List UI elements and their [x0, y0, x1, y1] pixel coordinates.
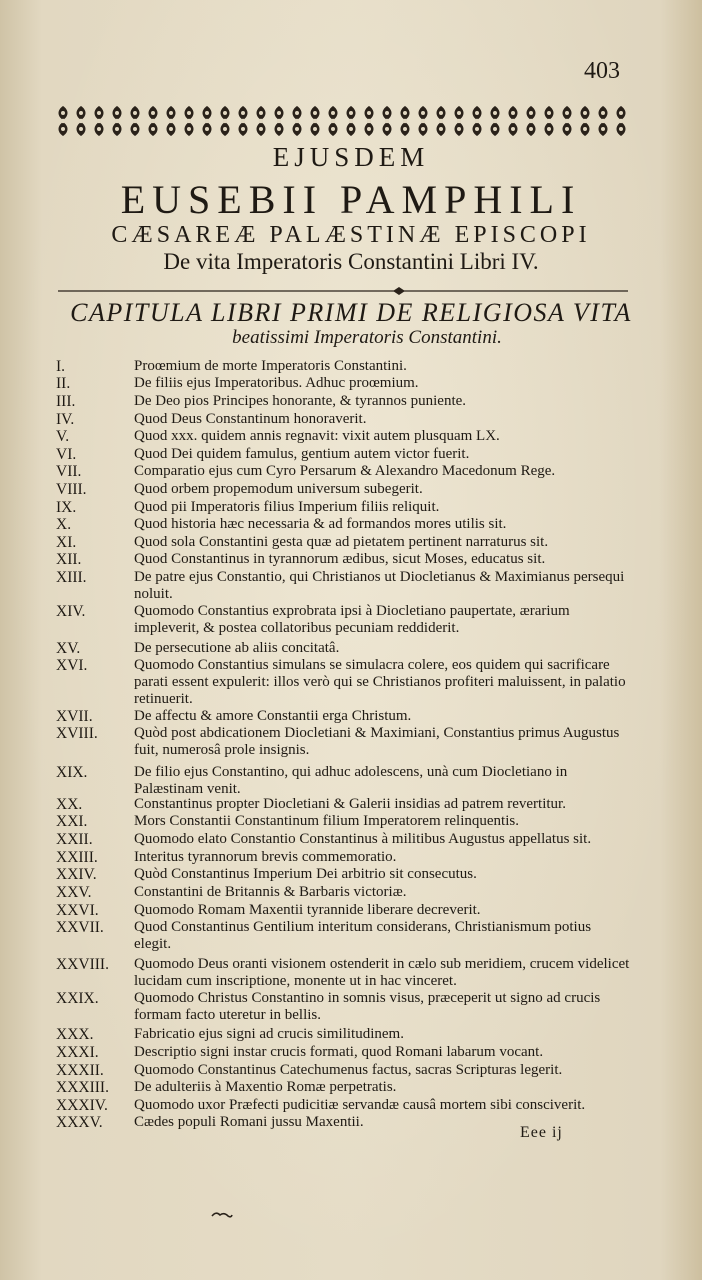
chapter-numeral: XIII. — [56, 569, 87, 586]
page-number: 403 — [584, 58, 620, 84]
chapter-title: Descriptio signi instar crucis formati, quod Romani labarum vocant. — [134, 1044, 544, 1060]
chapter-title: Quomodo Constantius simulans se simulacra colere, eos quidem qui sacrificare parati essent expulerit: illos verò qui se Christianos profiteri maluissent, in palatio retinuerit. — [134, 657, 626, 707]
chapter-numeral: XIV. — [56, 603, 86, 620]
chapter-numeral: XXIII. — [56, 849, 98, 866]
catchword: Eee ij — [520, 1124, 563, 1141]
chapter-title: Fabricatio ejus signi ad crucis similitudinem. — [134, 1026, 404, 1042]
chapter-numeral: XI. — [56, 534, 77, 551]
chapter-numeral: III. — [56, 393, 76, 410]
chapter-title: Interitus tyrannorum brevis commemoratio. — [134, 849, 397, 865]
chapter-title: De affectu & amore Constantii erga Christum. — [134, 708, 412, 724]
chapter-numeral: XIX. — [56, 764, 88, 781]
chapter-numeral: XXVI. — [56, 902, 99, 919]
chapter-title: Quod xxx. quidem annis regnavit: vixit autem plusquam LX. — [134, 428, 500, 444]
chapter-numeral: XXIV. — [56, 866, 97, 883]
chapter-title: Comparatio ejus cum Cyro Persarum & Alexandro Macedonum Rege. — [134, 463, 556, 479]
chapter-title: Quomodo Christus Constantino in somnis visus, præceperit ut signo ad crucis formam facto uteretur in bellis. — [134, 990, 601, 1023]
chapter-title: Quod sola Constantini gesta quæ ad pietatem pertinent narraturus sit. — [134, 534, 549, 550]
chapter-numeral: XXXII. — [56, 1062, 104, 1079]
chapter-numeral: XXVII. — [56, 919, 104, 936]
chapter-numeral: XVI. — [56, 657, 88, 674]
chapter-numeral: VI. — [56, 446, 77, 463]
chapter-title: Quomodo Deus oranti visionem ostenderit in cælo sub meridiem, crucem videlicet lucidam cum inscriptione, monente ut in hac vinceret. — [134, 956, 630, 989]
chapter-numeral: V. — [56, 428, 70, 445]
chapter-title: Quòd post abdicationem Diocletiani & Maximiani, Constantius primus Augustus fuit, numerosâ prole insignis. — [134, 725, 620, 758]
chapter-heading: CAPITULA LIBRI PRIMI DE RELIGIOSA VITA — [70, 298, 632, 327]
chapter-title: Quomodo Constantinus Catechumenus factus, sacras Scripturas legerit. — [134, 1062, 563, 1078]
chapter-numeral: XXXV. — [56, 1114, 103, 1131]
chapter-title: Constantinus propter Diocletiani & Galerii insidias ad patrem revertitur. — [134, 796, 566, 812]
chapter-numeral: VII. — [56, 463, 82, 480]
chapter-numeral: XXXIII. — [56, 1079, 109, 1096]
chapter-numeral: XXX. — [56, 1026, 94, 1043]
chapter-title: Proœmium de morte Imperatoris Constantini. — [134, 358, 407, 374]
chapter-title: De filiis ejus Imperatoribus. Adhuc proœmium. — [134, 375, 419, 391]
ink-blot-mark — [210, 1210, 234, 1220]
chapter-title: Cædes populi Romani jussu Maxentii. — [134, 1114, 364, 1130]
chapter-title: Mors Constantii Constantinum filium Imperatorem relinquentis. — [134, 813, 519, 829]
chapter-title: De adulteriis à Maxentio Romæ perpetratis. — [134, 1079, 397, 1095]
chapter-title: Quomodo Romam Maxentii tyrannide liberare decreverit. — [134, 902, 481, 918]
chapter-numeral: IV. — [56, 411, 75, 428]
chapter-title: Constantini de Britannis & Barbaris victoriæ. — [134, 884, 407, 900]
chapter-numeral: I. — [56, 358, 66, 375]
chapter-title: De persecutione ab aliis concitatâ. — [134, 640, 340, 656]
title-office: CÆSAREÆ PALÆSTINÆ EPISCOPI — [111, 222, 591, 248]
chapter-numeral: IX. — [56, 499, 77, 516]
chapter-numeral: II. — [56, 375, 71, 392]
chapter-title: Quod historia hæc necessaria & ad formandos mores utilis sit. — [134, 516, 507, 532]
chapter-numeral: XX. — [56, 796, 83, 813]
chapter-numeral: XXVIII. — [56, 956, 109, 973]
chapter-numeral: XXV. — [56, 884, 92, 901]
title-author: EUSEBII PAMPHILI — [120, 177, 582, 222]
chapter-title: Quod Constantinus in tyrannorum ædibus, sicut Moses, educatus sit. — [134, 551, 546, 567]
chapter-numeral: XVII. — [56, 708, 93, 725]
chapter-title: De Deo pios Principes honorante, & tyrannos puniente. — [134, 393, 467, 409]
chapter-title: Quomodo elato Constantio Constantinus à militibus Augustus appellatus sit. — [134, 831, 592, 847]
chapter-numeral: X. — [56, 516, 72, 533]
chapter-numeral: VIII. — [56, 481, 87, 498]
chapter-numeral: XVIII. — [56, 725, 98, 742]
chapter-title: Quod orbem propemodum universum subegerit. — [134, 481, 423, 497]
chapter-title: Quod Dei quidem famulus, gentium autem victor fuerit. — [134, 446, 470, 462]
chapter-title: Quomodo uxor Præfecti pudicitiæ servandæ causâ mortem sibi consciverit. — [134, 1097, 586, 1113]
chapter-numeral: XXIX. — [56, 990, 99, 1007]
chapter-subheading: beatissimi Imperatoris Constantini. — [232, 327, 502, 348]
title-work: De vita Imperatoris Constantini Libri IV. — [163, 249, 539, 274]
chapter-numeral: XV. — [56, 640, 81, 657]
chapter-numeral: XXII. — [56, 831, 93, 848]
chapter-title: Quomodo Constantius exprobrata ipsi à Diocletiano paupertate, ærarium impleverit, & postea collatoribus pecuniam reddiderit. — [134, 603, 570, 636]
chapter-title: De filio ejus Constantino, qui adhuc adolescens, unà cum Diocletiano in Palæstinam venit. — [134, 764, 568, 797]
chapter-title: De patre ejus Constantio, qui Christianos ut Diocletianus & Maximianus persequi noluit. — [134, 569, 625, 602]
chapter-title: Quòd Constantinus Imperium Dei arbitrio sit consecutus. — [134, 866, 477, 882]
chapter-numeral: XXXIV. — [56, 1097, 108, 1114]
chapter-numeral: XII. — [56, 551, 82, 568]
chapter-title: Quod Deus Constantinum honoraverit. — [134, 411, 367, 427]
chapter-title: Quod Constantinus Gentilium interitum considerans, Christianismum potius elegit. — [134, 919, 592, 952]
chapter-numeral: XXI. — [56, 813, 88, 830]
chapter-title: Quod pii Imperatoris filius Imperium filiis reliquit. — [134, 499, 440, 515]
title-ejusdem: EJUSDEM — [272, 142, 430, 172]
chapter-numeral: XXXI. — [56, 1044, 99, 1061]
